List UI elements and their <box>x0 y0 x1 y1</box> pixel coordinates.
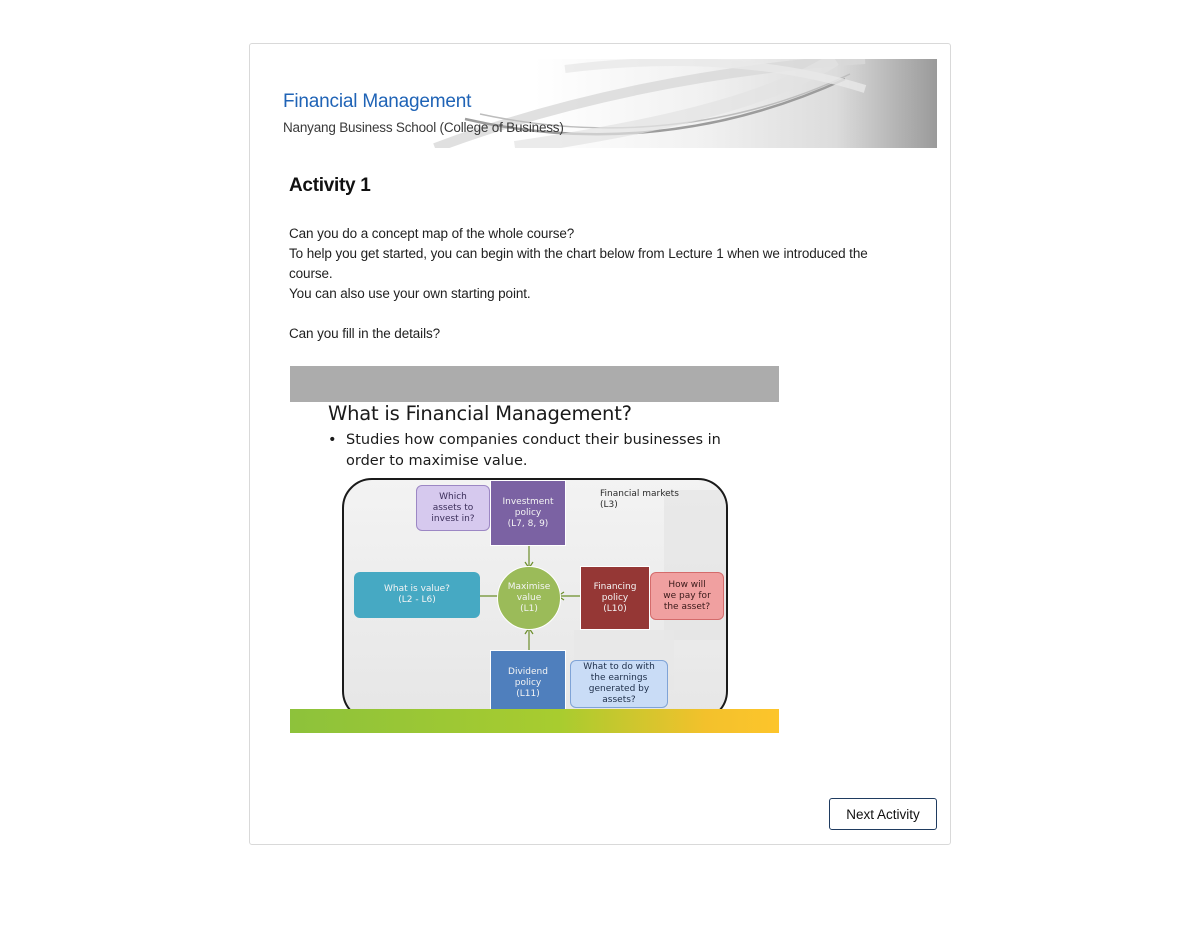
instruction-line: You can also use your own starting point. <box>289 286 531 301</box>
activity-title: Activity 1 <box>289 175 371 196</box>
instruction-line: To help you get started, you can begin with the chart below from Lecture 1 when we introduced the course. <box>289 246 868 281</box>
bullet-text: Studies how companies conduct their businesses in <box>346 432 721 448</box>
next-activity-button[interactable]: Next Activity <box>829 798 937 830</box>
bullet-mark: • <box>328 432 337 448</box>
slide-bottom-bar <box>290 709 779 733</box>
slide-bullet <box>328 430 768 472</box>
financial-markets-label: Financial markets (L3) <box>600 489 679 510</box>
investment-policy-box: Investment policy (L7, 8, 9) <box>490 480 566 546</box>
maximise-value-circle: Maximise value (L1) <box>497 566 561 630</box>
financing-policy-box: Financing policy (L10) <box>580 566 650 630</box>
earnings-box: What to do with the earnings generated by assets? <box>570 660 668 708</box>
course-banner <box>265 59 937 148</box>
instruction-line: Can you do a concept map of the whole course? <box>289 226 575 241</box>
dividend-policy-box: Dividend policy (L11) <box>490 650 566 716</box>
concept-diagram <box>342 478 728 721</box>
slide-title: What is Financial Management? <box>328 402 632 425</box>
course-title: Financial Management <box>283 91 472 112</box>
slide-top-bar <box>290 366 779 402</box>
instruction-line: Can you fill in the details? <box>289 326 441 341</box>
lecture-slide-image <box>290 366 779 733</box>
bullet-text: order to maximise value. <box>346 453 528 469</box>
activity-card <box>249 43 951 845</box>
course-subtitle: Nanyang Business School (College of Business) <box>283 120 564 135</box>
what-is-value-box: What is value? (L2 - L6) <box>354 572 480 618</box>
activity-instructions <box>289 224 899 344</box>
which-assets-box: Which assets to invest in? <box>416 485 490 531</box>
how-pay-box: How will we pay for the asset? <box>650 572 724 620</box>
